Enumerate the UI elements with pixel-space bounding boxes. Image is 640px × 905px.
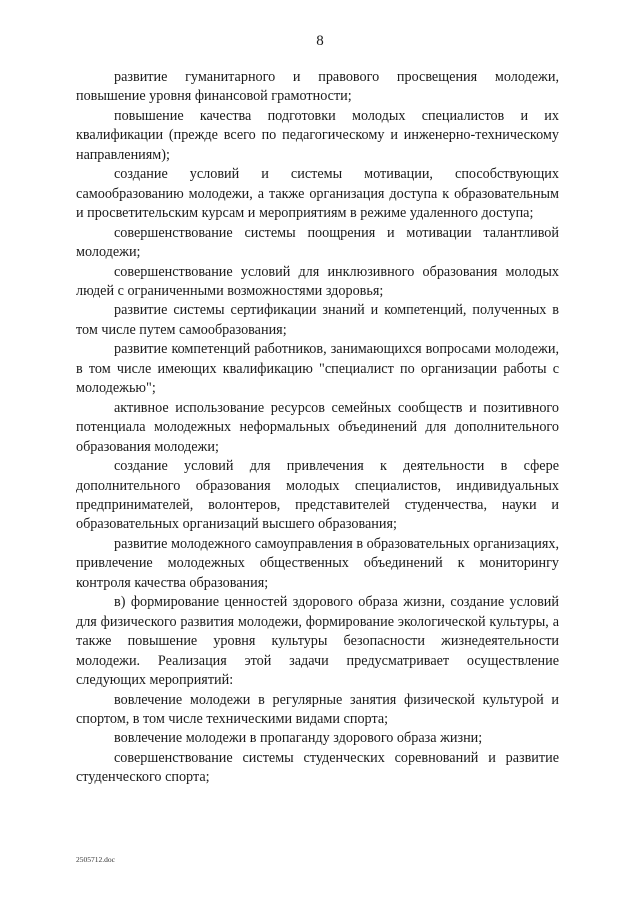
paragraph-self-education-motivation: создание условий и системы мотивации, способствующих самообразованию молодежи, а также организация доступа к образовательным и просветительским курсам и мероприятиям в режиме удаленного доступа; — [76, 166, 559, 222]
footer-document-code: 2505712.doc — [76, 855, 115, 864]
paragraph-talent-encouragement: совершенствование системы поощрения и мотивации талантливой молодежи; — [76, 224, 559, 261]
document-body — [76, 68, 559, 788]
paragraph-youth-self-government: развитие молодежного самоуправления в образовательных организациях, привлечение молодежных общественных объединений к мониторингу контроля качества образования; — [76, 535, 559, 591]
paragraph-family-communities: активное использование ресурсов семейных сообществ и позитивного потенциала молодежных неформальных объединений для дополнительного образования молодежи; — [76, 399, 559, 455]
paragraph-inclusive-education: совершенствование условий для инклюзивного образования молодых людей с ограниченными возможностями здоровья; — [76, 263, 559, 299]
paragraph-healthy-lifestyle-promotion: вовлечение молодежи в пропаганду здорового образа жизни; — [114, 730, 483, 747]
page-number: 8 — [316, 33, 324, 49]
paragraph-humanitarian-education: развитие гуманитарного и правового просвещения молодежи, повышение уровня финансовой грамотности; — [76, 69, 559, 105]
paragraph-specialist-training: повышение качества подготовки молодых специалистов и их квалификации (прежде всего по педагогическому и инженерно-техническому направлениям); — [76, 107, 559, 163]
paragraph-additional-education-involvement: создание условий для привлечения к деятельности в сфере дополнительного образования молодых специалистов, индивидуальных предпринимателей, волонтеров, представителей студенчества, науки и образовательных организаций высшего образования; — [76, 458, 559, 533]
paragraph-staff-competencies: развитие компетенций работников, занимающихся вопросами молодежи, в том числе имеющих квалификацию "специалист по организации работы с молодежью"; — [76, 341, 559, 397]
paragraph-healthy-lifestyle-task: в) формирование ценностей здорового образа жизни, создание условий для физического развития молодежи, формирование экологической культуры, а также повышение уровня культуры безопасности жизнедеятельности молодежи. Реализация этой задачи предусматривает осуществление следующих мероприятий: — [76, 594, 559, 689]
paragraph-student-sports: совершенствование системы студенческих соревнований и развитие студенческого спорта; — [76, 749, 559, 786]
paragraph-physical-culture: вовлечение молодежи в регулярные занятия физической культурой и спортом, в том числе техническими видами спорта; — [76, 691, 559, 727]
paragraph-certification-system: развитие системы сертификации знаний и компетенций, полученных в том числе путем самообразования; — [76, 302, 559, 338]
